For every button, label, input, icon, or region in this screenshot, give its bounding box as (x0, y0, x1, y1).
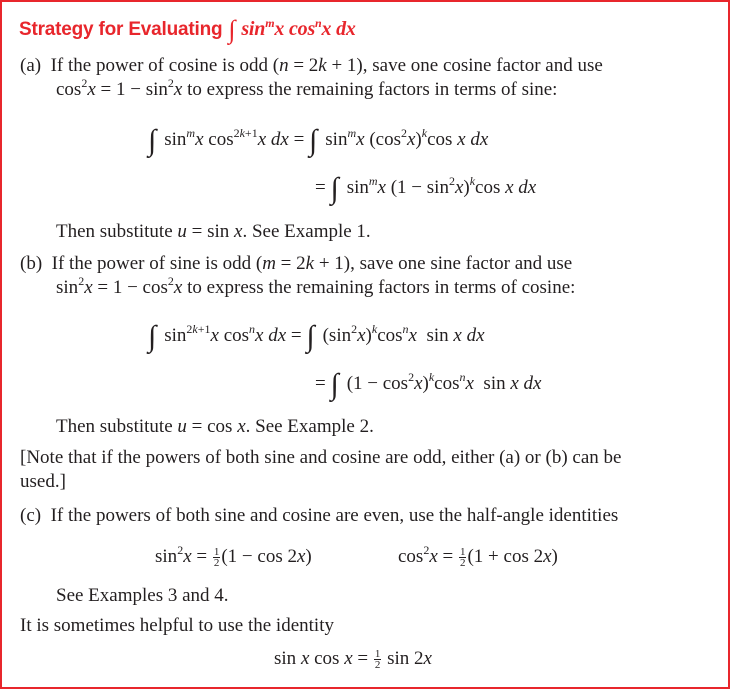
closing-text: It is sometimes helpful to use the identity (20, 615, 334, 636)
case-c-identity-cos: $\cos^2x$ = $\frac{1}{2}$ (1 + cos 2x) (398, 543, 558, 570)
title-text: Strategy for Evaluating (19, 19, 223, 40)
closing-identity: sin x cos x = $\frac{1}{2}$ sin 2x (274, 648, 432, 672)
case-b-equation-2: = ∫ $(1 - \cos^2x)^k\cos^nx$ sin x dx (315, 368, 542, 401)
case-a-line1: (a) If the power of cosine is odd (n = 2k + 1), save one cosine factor and use (20, 55, 603, 76)
integral-sign: ∫ (228, 15, 236, 44)
case-a-substitution: Then substitute u = sin x. See Example 1. (56, 221, 371, 242)
case-c-line1: (c) If the powers of both sine and cosine are even, use the half-angle identities (20, 505, 619, 526)
case-a-line2: $\cos^2x = 1 - \sin^2x$ to express the remaining factors in terms of sine: (56, 76, 558, 100)
case-c-examples: See Examples 3 and 4. (56, 585, 229, 606)
case-b-equation-1: ∫ $\sin^{2k+1}x$ $\cos^nx$ dx = ∫ $(\sin^2x)^k\cos^nx$ sin x dx (148, 320, 485, 353)
case-a-equation-1: ∫ $\sin^mx$ $\cos^{2k+1}x$ dx = ∫ $\sin^mx$ $(\cos^2x)^k\cos$ x dx (148, 124, 489, 157)
box-title (19, 12, 356, 42)
case-b-line1: (b) If the power of sine is odd (m = 2k + 1), save one sine factor and use (20, 253, 573, 274)
case-b-substitution: Then substitute u = cos x. See Example 2. (56, 416, 374, 437)
note-line2: used.] (20, 471, 66, 492)
case-c-identity-sin: $\sin^2x$ = $\frac{1}{2}$ (1 − cos 2x) (155, 543, 312, 570)
case-a-equation-2: = ∫ $\sin^mx$ $(1 - \sin^2x)^k\cos$ x dx (315, 172, 537, 205)
case-b-line2: $\sin^2x = 1 - \cos^2x$ to express the remaining factors in terms of cosine: (56, 274, 576, 298)
note-line1: [Note that if the powers of both sine and cosine are odd, either (a) or (b) can be (20, 447, 622, 468)
title-formula: ∫ $\sin^mx$ $\cos^nx$ dx (228, 15, 356, 44)
